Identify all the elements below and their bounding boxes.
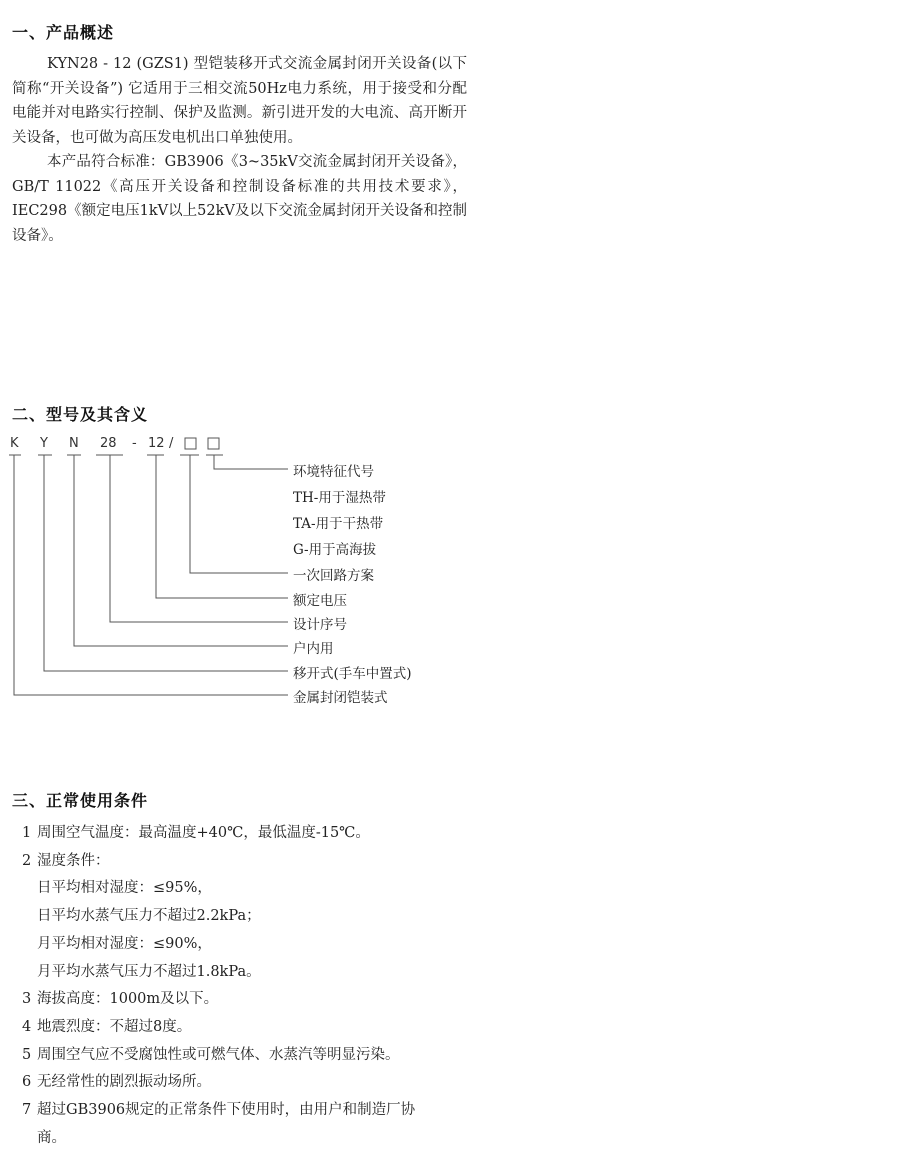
legend-withdrawable: 移开式(手车中置式) xyxy=(293,666,412,682)
list-item xyxy=(22,820,472,848)
legend-ta: TA-用于干热带 xyxy=(293,516,384,532)
list-item xyxy=(22,1125,472,1152)
list-item xyxy=(22,986,472,1014)
code-design-number: 28 xyxy=(100,436,117,451)
section-2-heading: 二、型号及其含义 xyxy=(12,405,149,424)
list-item xyxy=(22,1042,472,1070)
item-text: 周围空气应不受腐蚀性或可燃气体、水蒸汽等明显污染。 xyxy=(37,1046,400,1063)
overview-paragraph-1: KYN28 - 12 (GZS1) 型铠装移开式交流金属封闭开关设备(以下简称“开关设备”) 它适用于三相交流50Hz电力系统，用于接受和分配电能并对电路实行控制、保护及监测。新引进开发的大电流、高开断开关设备，也可做为高压发电机出口单独使用。 xyxy=(12,56,467,146)
item-number: 3 xyxy=(22,991,32,1008)
item-text: 海拔高度：1000m及以下。 xyxy=(37,991,219,1008)
overview-paragraph-2: 本产品符合标准：GB3906《3~35kV交流金属封闭开关设备》，GB/T 11022《高压开关设备和控制设备标准的共用技术要求》，IEC298《额定电压1kV以上52kV及以下交流金属封闭开关设备和控制设备》。 xyxy=(12,154,467,244)
section-3-heading: 三、正常使用条件 xyxy=(12,791,149,810)
list-item xyxy=(22,903,472,931)
conditions-list xyxy=(22,820,472,1152)
item-text: 月平均水蒸气压力不超过1.8kPa。 xyxy=(37,963,261,980)
code-letter-y: Y xyxy=(40,436,48,451)
item-number: 6 xyxy=(22,1074,32,1091)
legend-th: TH-用于湿热带 xyxy=(293,490,386,506)
list-item xyxy=(22,931,472,959)
item-text: 日平均水蒸气压力不超过2.2kPa； xyxy=(37,908,261,925)
code-letter-k: K xyxy=(10,436,19,451)
item-text: 周围空气温度：最高温度+40℃，最低温度-15℃。 xyxy=(37,825,370,841)
code-rated-voltage: 12 xyxy=(148,436,165,451)
legend-rated-voltage: 额定电压 xyxy=(293,593,347,609)
code-dash: - xyxy=(132,436,137,451)
item-text: 日平均相对湿度：≤95%， xyxy=(37,880,212,897)
item-number: 5 xyxy=(22,1046,32,1063)
item-text: 地震烈度：不超过8度。 xyxy=(37,1018,192,1035)
item-text: 商。 xyxy=(37,1129,66,1146)
section-1-heading: 一、产品概述 xyxy=(12,23,115,42)
code-slash: / xyxy=(169,436,174,451)
item-number: 1 xyxy=(22,825,32,841)
legend-metal-clad: 金属封闭铠装式 xyxy=(293,690,388,706)
code-letter-n: N xyxy=(69,436,79,451)
model-code-diagram xyxy=(0,430,460,720)
item-number: 7 xyxy=(22,1102,32,1119)
overview-text xyxy=(12,52,467,248)
item-number: 4 xyxy=(22,1018,32,1035)
list-item xyxy=(22,959,472,987)
item-text: 无经常性的剧烈振动场所。 xyxy=(37,1074,211,1091)
item-text: 月平均相对湿度：≤90%， xyxy=(37,935,212,952)
item-text: 超过GB3906规定的正常条件下使用时，由用户和制造厂协 xyxy=(37,1102,416,1119)
item-number: 2 xyxy=(22,852,32,869)
list-item xyxy=(22,1097,472,1125)
list-item xyxy=(22,848,472,876)
list-item xyxy=(22,1069,472,1097)
legend-indoor: 户内用 xyxy=(293,641,334,657)
list-item xyxy=(22,875,472,903)
list-item xyxy=(22,1014,472,1042)
legend-g: G-用于高海拔 xyxy=(293,542,377,558)
legend-design-number: 设计序号 xyxy=(293,617,347,633)
item-text: 湿度条件： xyxy=(37,852,110,869)
legend-environment-code: 环境特征代号 xyxy=(293,464,374,480)
legend-primary-circuit: 一次回路方案 xyxy=(293,568,374,584)
